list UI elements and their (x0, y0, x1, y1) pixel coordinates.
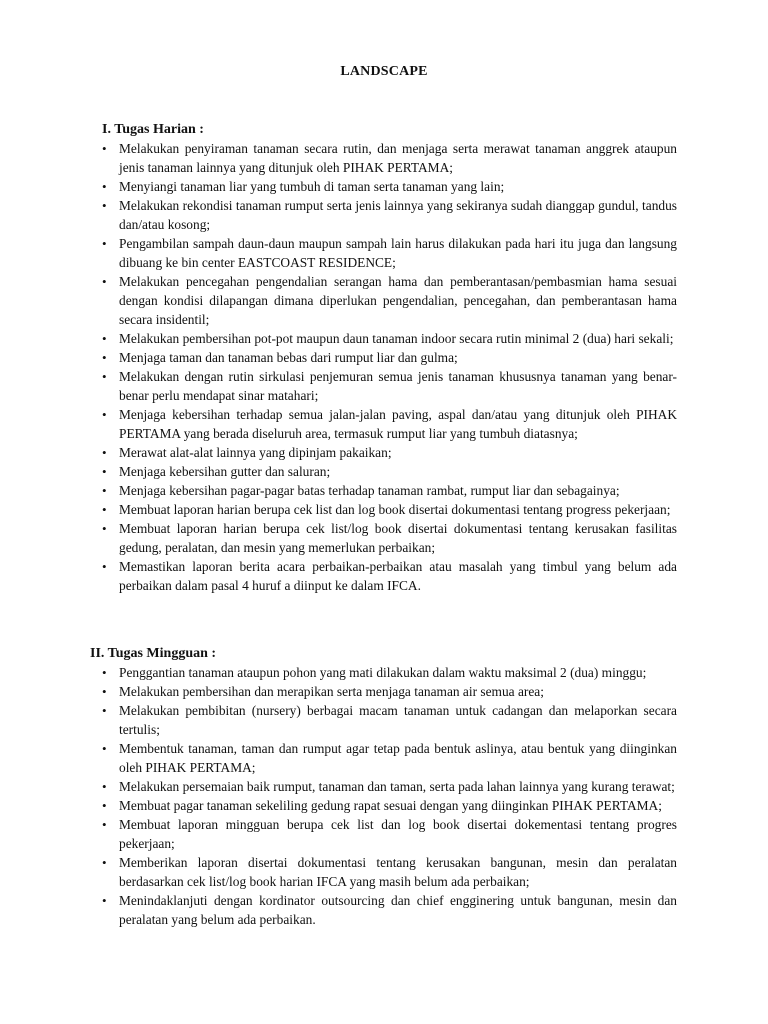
list-item: • Melakukan pembibitan (nursery) berbagai macam tanaman untuk cadangan dan melaporkan secara tertulis; (102, 703, 677, 737)
bullet-icon: • (102, 445, 107, 460)
list-item: • Merawat alat-alat lainnya yang dipinjam pakaikan; (102, 445, 392, 460)
document-title: LANDSCAPE (340, 64, 428, 79)
bullet-icon: • (102, 665, 107, 680)
list-item: • Membuat laporan mingguan berupa cek list dan log book disertai dokementasi tentang progres pekerjaan; (102, 817, 677, 851)
list-item: • Menjaga kebersihan terhadap semua jalan-jalan paving, aspal dan/atau yang ditunjuk oleh PIHAK PERTAMA yang berada diseluruh area, termasuk rumput liar yang tumbuh diatasnya; (102, 407, 677, 441)
list-item: • Membuat laporan harian berupa cek list/log book disertai dokumentasi tentang kerusakan fasilitas gedung, peralatan, dan mesin yang memerlukan perbaikan; (102, 521, 677, 555)
list-item: • Memastikan laporan berita acara perbaikan-perbaikan atau masalah yang timbul yang belum ada perbaikan dalam pasal 4 huruf a diinput ke dalam IFCA. (102, 559, 677, 593)
bullet-icon: • (102, 893, 107, 908)
bullet-icon: • (102, 855, 107, 870)
list-item: • Melakukan persemaian baik rumput, tanaman dan taman, serta pada lahan lainnya yang kurang terawat; (102, 779, 675, 794)
bullet-icon: • (102, 521, 107, 536)
list-item: • Menjaga kebersihan gutter dan saluran; (102, 464, 331, 479)
bullet-icon: • (102, 407, 107, 422)
bullet-icon: • (102, 274, 107, 289)
section-heading: II. Tugas Mingguan : (90, 646, 217, 661)
list-item: • Membuat pagar tanaman sekeliling gedung rapat sesuai dengan yang diinginkan PIHAK PERTAMA; (102, 798, 662, 813)
list-item: • Melakukan pencegahan pengendalian serangan hama dan pemberantasan/pembasmian hama sesuai dengan kondisi dilapangan dimana diperlukan pengendalian, pencegahan, dan pemberantasan hama secara insidentil; (102, 274, 677, 327)
bullet-icon: • (102, 198, 107, 213)
bullet-icon: • (102, 350, 107, 365)
list-item: • Melakukan rekondisi tanaman rumput serta jenis lainnya yang sekiranya sudah dianggap gundul, tandus dan/atau kosong; (102, 198, 677, 232)
bullet-icon: • (102, 331, 107, 346)
bullet-icon: • (102, 179, 107, 194)
list-item: • Penggantian tanaman ataupun pohon yang mati dilakukan dalam waktu maksimal 2 (dua) minggu; (102, 665, 647, 680)
list-item: • Memberikan laporan disertai dokumentasi tentang kerusakan bangunan, mesin dan peralatan berdasarkan cek list/log book harian IFCA yang masih belum ada perbaikan; (102, 855, 677, 889)
section-weekly-tasks (0, 644, 768, 929)
bullet-icon: • (102, 464, 107, 479)
list-item: • Melakukan pembersihan dan merapikan serta menjaga tanaman air semua area; (102, 684, 544, 699)
bullet-icon: • (102, 236, 107, 251)
list-item: • Melakukan pembersihan pot-pot maupun daun tanaman indoor secara rutin minimal 2 (dua) hari sekali; (102, 331, 674, 346)
bullet-icon: • (102, 817, 107, 832)
list-item: • Melakukan penyiraman tanaman secara rutin, dan menjaga serta merawat tanaman anggrek ataupun jenis tanaman lainnya yang ditunjuk oleh PIHAK PERTAMA; (102, 141, 677, 175)
bullet-icon: • (102, 559, 107, 574)
list-item: • Menindaklanjuti dengan kordinator outsourcing dan chief engginering untuk bangunan, mesin dan peralatan yang belum ada perbaikan. (102, 893, 677, 927)
bullet-icon: • (102, 483, 107, 498)
list-item: • Menyiangi tanaman liar yang tumbuh di taman serta tanaman yang lain; (102, 179, 505, 194)
bullet-icon: • (102, 703, 107, 718)
bullet-icon: • (102, 798, 107, 813)
bullet-icon: • (102, 141, 107, 156)
list-item: • Pengambilan sampah daun-daun maupun sampah lain harus dilakukan pada hari itu juga dan langsung dibuang ke bin center EASTCOAST RESIDENCE; (102, 236, 677, 270)
section-heading: I. Tugas Harian : (102, 122, 204, 137)
weekly-task-list (0, 663, 768, 929)
section-daily-tasks (0, 120, 768, 595)
bullet-icon: • (102, 779, 107, 794)
list-item: • Membentuk tanaman, taman dan rumput agar tetap pada bentuk aslinya, atau bentuk yang diinginkan oleh PIHAK PERTAMA; (102, 741, 677, 775)
list-item: • Menjaga taman dan tanaman bebas dari rumput liar dan gulma; (102, 350, 458, 365)
bullet-icon: • (102, 741, 107, 756)
list-item: • Menjaga kebersihan pagar-pagar batas terhadap tanaman rambat, rumput liar dan sebagainya; (102, 483, 620, 498)
list-item: • Membuat laporan harian berupa cek list dan log book disertai dokumentasi tentang progress pekerjaan; (102, 502, 671, 517)
list-item: • Melakukan dengan rutin sirkulasi penjemuran semua jenis tanaman khususnya tanaman yang benar-benar perlu mendapat sinar matahari; (102, 369, 677, 403)
daily-task-list (0, 139, 768, 595)
bullet-icon: • (102, 502, 107, 517)
bullet-icon: • (102, 684, 107, 699)
bullet-icon: • (102, 369, 107, 384)
